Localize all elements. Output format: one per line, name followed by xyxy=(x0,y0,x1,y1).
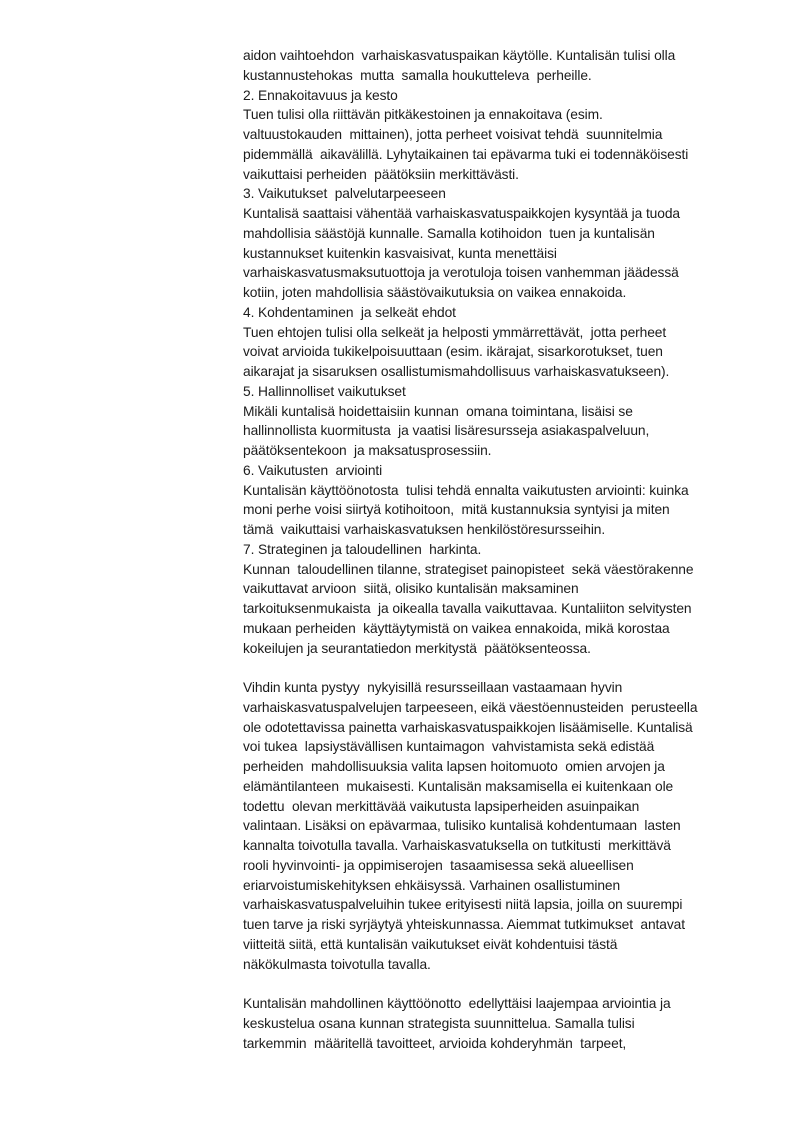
text-line: aidon vaihtoehdon varhaiskasvatuspaikan käytölle. Kuntalisän tulisi olla xyxy=(243,48,676,63)
text-line: kustannustehokas mutta samalla houkutteleva perheille. xyxy=(243,67,592,83)
text-line: pidemmällä aikavälillä. Lyhytaikainen tai epävarma tuki ei todennäköisesti xyxy=(243,146,689,162)
text-line: valintaan. Lisäksi on epävarmaa, tulisiko kuntalisä kohdentumaan lasten xyxy=(243,818,681,834)
text-line: Kuntalisän käyttöönotosta tulisi tehdä ennalta vaikutusten arviointi: kuinka xyxy=(243,482,689,498)
text-line: varhaiskasvatuspalveluihin tukee erityisesti niitä lapsia, joilla on suurempi xyxy=(243,897,683,913)
text-line: viitteitä siitä, että kuntalisän vaikutukset eivät kohdentuisi tästä xyxy=(243,936,618,952)
text-line: 3. Vaikutukset palvelutarpeeseen xyxy=(243,186,446,202)
text-line: tämä vaikuttaisi varhaiskasvatuksen henkilöstöresursseihin. xyxy=(243,522,606,537)
text-line: päätöksentekoon ja maksatusprosessiin. xyxy=(243,443,492,458)
text-line: Mikäli kuntalisä hoidettaisiin kunnan omana toimintana, lisäisi se xyxy=(243,403,633,419)
text-line: valtuustokauden mittainen), jotta perheet voisivat tehdä suunnitelmia xyxy=(243,127,663,142)
text-line: moni perhe voisi siirtyä kotihoitoon, mitä kustannuksia syntyisi ja miten xyxy=(243,502,670,518)
text-line: Kuntalisän mahdollinen käyttöönotto edellyttäisi laajempaa arviointia ja xyxy=(243,996,671,1011)
text-line: tarkemmin määritellä tavoitteet, arvioida kohderyhmän tarpeet, xyxy=(243,1035,627,1051)
text-line: kustannukset kuitenkin kasvaisivat, kunta menettäisi xyxy=(243,245,557,261)
text-line: 5. Hallinnolliset vaikutukset xyxy=(243,383,406,399)
text-line: eriarvoistumiskehityksen ehkäisyssä. Varhainen osallistuminen xyxy=(243,877,621,893)
text-line: elämäntilanteen mukaisesti. Kuntalisän maksamisella ei kuitenkaan ole xyxy=(243,778,674,794)
text-line: näkökulmasta toivotulla tavalla. xyxy=(243,956,431,972)
text-line: varhaiskasvatusmaksutuottoja ja verotuloja toisen vanhemman jäädessä xyxy=(243,265,679,281)
text-line: vaikuttaisi perheiden päätöksiin merkittävästi. xyxy=(243,166,519,182)
text-line: tarkoituksenmukaista ja oikealla tavalla vaikuttavaa. Kuntaliiton selvitysten xyxy=(243,601,692,616)
text-line: aikarajat ja sisaruksen osallistumismahdollisuus varhaiskasvatukseen). xyxy=(243,364,670,379)
text-line: Vihdin kunta pystyy nykyisillä resursseillaan vastaamaan hyvin xyxy=(243,680,623,695)
text-line: Kunnan taloudellinen tilanne, strategiset painopisteet sekä väestörakenne xyxy=(243,561,694,577)
text-line: varhaiskasvatuspalvelujen tarpeeseen, eikä väestöennusteiden perusteella xyxy=(243,699,698,715)
text-line: kannalta toivotulla tavalla. Varhaiskasvatuksella on tutkitusti merkittävä xyxy=(243,838,671,853)
text-line: rooli hyvinvointi- ja oppimiserojen tasaamisessa sekä alueellisen xyxy=(243,857,634,873)
text-line: keskustelua osana kunnan strategista suunnittelua. Samalla tulisi xyxy=(243,1015,635,1031)
text-line: mukaan perheiden käyttäytymistä on vaikea ennakoida, mikä korostaa xyxy=(243,620,670,636)
body-text xyxy=(243,46,753,1053)
text-line: perheiden mahdollisuuksia valita lapsen hoitomuoto omien arvojen ja xyxy=(243,759,665,774)
paragraph-spacer xyxy=(243,974,753,994)
text-line: mahdollisia säästöjä kunnalle. Samalla kotihoidon tuen ja kuntalisän xyxy=(243,225,655,241)
text-line: hallinnollista kuormitusta ja vaatisi lisäresursseja asiakaspalveluun, xyxy=(243,423,650,439)
text-line: tuen tarve ja riski syrjäytyä yhteiskunnassa. Aiemmat tutkimukset antavat xyxy=(243,917,685,932)
text-line: kotiin, joten mahdollisia säästövaikutuksia on vaikea ennakoida. xyxy=(243,285,627,300)
text-line: Tuen tulisi olla riittävän pitkäkestoinen ja ennakoitava (esim. xyxy=(243,107,603,123)
text-line: 4. Kohdentaminen ja selkeät ehdot xyxy=(243,304,456,320)
text-line: 6. Vaikutusten arviointi xyxy=(243,462,383,478)
text-line: 2. Ennakoitavuus ja kesto xyxy=(243,87,398,103)
text-line: Kuntalisä saattaisi vähentää varhaiskasvatuspaikkojen kysyntää ja tuoda xyxy=(243,206,680,221)
text-line: 7. Strateginen ja taloudellinen harkinta. xyxy=(243,541,482,557)
text-line: kokeilujen ja seurantatiedon merkitystä päätöksenteossa. xyxy=(243,640,591,656)
text-line: voivat arvioida tukikelpoisuuttaan (esim. ikärajat, sisarkorotukset, tuen xyxy=(243,344,663,360)
text-line: voi tukea lapsiystävällisen kuntaimagon vahvistamista sekä edistää xyxy=(243,739,655,755)
text-line: todettu olevan merkittävää vaikutusta lapsiperheiden asuinpaikan xyxy=(243,798,640,814)
text-line: ole odotettavissa painetta varhaiskasvatuspaikkojen lisäämiselle. Kuntalisä xyxy=(243,719,693,735)
paragraph-spacer xyxy=(243,658,753,678)
text-line: Tuen ehtojen tulisi olla selkeät ja helposti ymmärrettävät, jotta perheet xyxy=(243,324,667,340)
text-line: vaikuttavat arvioon siitä, olisiko kuntalisän maksaminen xyxy=(243,581,579,597)
